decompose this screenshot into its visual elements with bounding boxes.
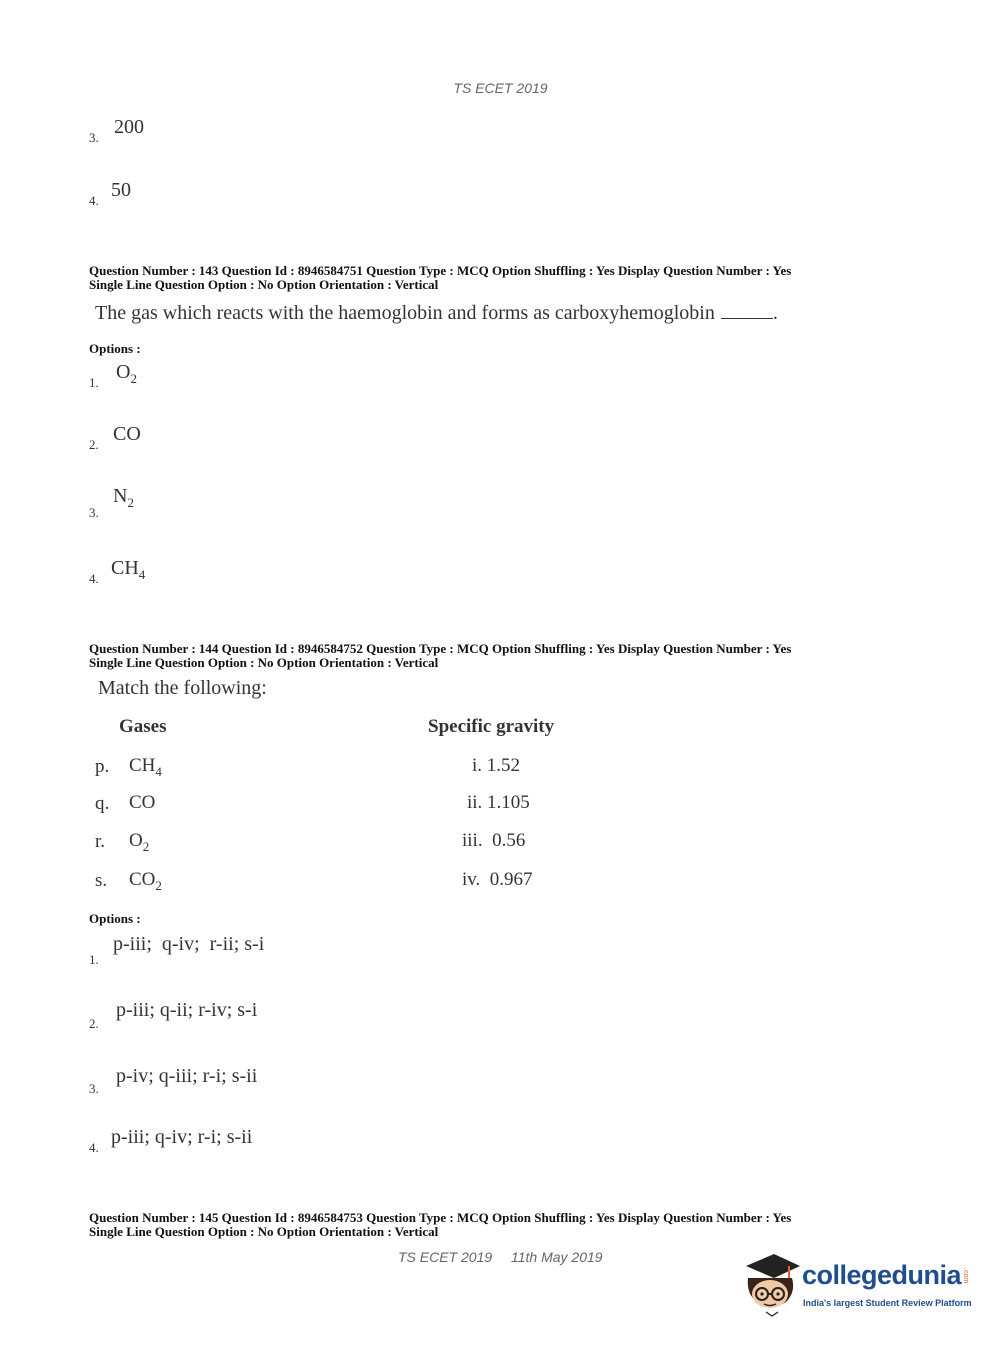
option-2: p-iii; q-ii; r-iv; s-i: [116, 999, 258, 1021]
row-key: r.: [95, 831, 106, 852]
logo-com: .com: [962, 1268, 969, 1284]
formula-main: CH: [129, 755, 156, 776]
option-4: p-iii; q-iv; r-i; s-ii: [111, 1126, 253, 1148]
formula-main: N: [113, 485, 128, 507]
formula-main: CO: [129, 792, 156, 813]
formula-sub: 2: [130, 371, 137, 386]
row-gas: [129, 755, 162, 780]
answer-blank: [721, 300, 773, 319]
option-text: 50: [111, 179, 131, 201]
page-header: TS ECET 2019: [453, 80, 548, 96]
mascot-icon: [740, 1248, 802, 1318]
option-1: p-iii; q-iv; r-ii; s-i: [113, 933, 265, 955]
row-gas: [129, 830, 149, 855]
footer-date: 11th May 2019: [511, 1249, 603, 1265]
option-4: [111, 557, 145, 583]
question-meta-line2: Single Line Question Option : No Option Orientation : Vertical: [89, 1224, 439, 1239]
row-key: q.: [95, 793, 110, 814]
question-meta-line1: Question Number : 144 Question Id : 8946584752 Question Type : MCQ Option Shuffling : Yes Display Question Number : Yes: [89, 641, 792, 656]
row-value: iv. 0.967: [462, 869, 533, 890]
option-number: 1.: [89, 952, 99, 967]
option-number: 3.: [89, 1081, 99, 1096]
formula-main: O: [116, 361, 131, 383]
logo-tagline: India's largest Student Review Platform: [803, 1298, 972, 1308]
logo-name: collegedunia: [802, 1260, 962, 1290]
option-text: 200: [114, 116, 144, 138]
option-number: 3.: [89, 130, 99, 145]
option-3: p-iv; q-iii; r-i; s-ii: [116, 1065, 258, 1087]
option-1: [116, 361, 137, 387]
option-number: 4.: [89, 571, 99, 586]
row-value: iii. 0.56: [462, 830, 526, 851]
option-number: 1.: [89, 375, 99, 390]
option-number: 3.: [89, 505, 99, 520]
footer-exam: TS ECET 2019: [398, 1249, 493, 1265]
formula-main: CH: [111, 557, 139, 579]
question-text: Match the following:: [98, 677, 267, 699]
row-value: ii. 1.105: [467, 792, 530, 813]
option-2: [113, 423, 141, 449]
formula-sub: 2: [155, 877, 162, 893]
options-label: Options :: [89, 911, 141, 926]
formula-sub: 4: [155, 763, 162, 779]
formula-main: CO: [129, 869, 156, 890]
question-meta-line2: Single Line Question Option : No Option Orientation : Vertical: [89, 277, 439, 292]
question-text: [95, 300, 778, 325]
option-number: 2.: [89, 1016, 99, 1031]
options-label: Options :: [89, 341, 141, 356]
option-number: 2.: [89, 437, 99, 452]
option-number: 4.: [89, 193, 99, 208]
row-gas: [129, 869, 162, 894]
row-gas: [129, 792, 155, 817]
formula-main: O: [129, 830, 143, 851]
question-text-end: .: [772, 302, 778, 324]
option-number: 4.: [89, 1140, 99, 1155]
formula-sub: 4: [138, 567, 146, 582]
row-value: i. 1.52: [472, 755, 521, 776]
formula-sub: 2: [127, 495, 134, 510]
question-meta-line2: Single Line Question Option : No Option Orientation : Vertical: [89, 655, 439, 670]
col-header-gases: Gases: [119, 716, 167, 737]
question-meta-line1: Question Number : 143 Question Id : 8946584751 Question Type : MCQ Option Shuffling : Yes Display Question Number : Yes: [89, 263, 792, 278]
formula-main: CO: [113, 423, 141, 445]
row-key: s.: [95, 870, 108, 891]
question-meta-line1: Question Number : 145 Question Id : 8946584753 Question Type : MCQ Option Shuffling : Yes Display Question Number : Yes: [89, 1210, 792, 1225]
col-header-specific-gravity: Specific gravity: [428, 716, 555, 737]
question-text-body: The gas which reacts with the haemoglobin and forms as carboxyhemoglobin: [95, 302, 715, 324]
row-key: p.: [95, 756, 110, 777]
collegedunia-logo: [740, 1248, 980, 1318]
option-3: [113, 485, 134, 511]
formula-sub: 2: [142, 838, 150, 854]
